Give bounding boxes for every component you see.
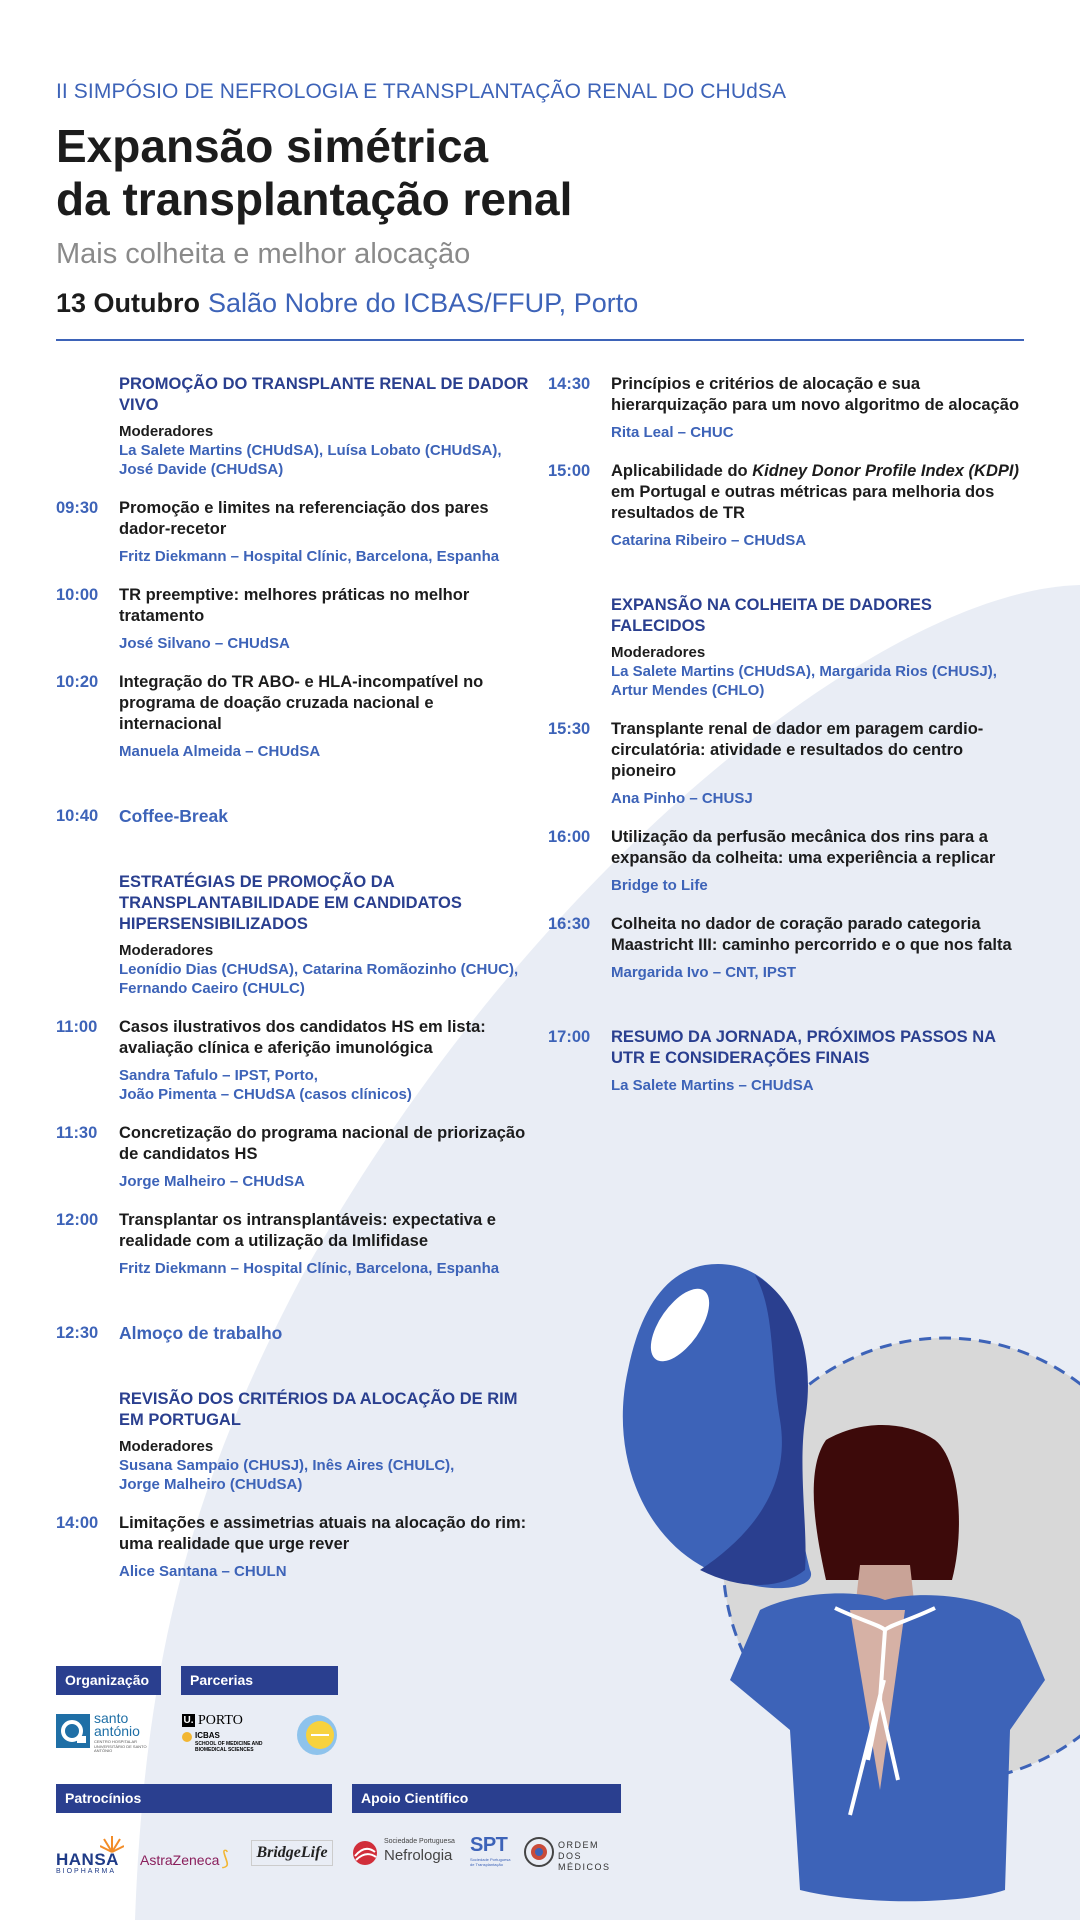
- item-time: 11:00: [56, 1018, 98, 1036]
- item-speaker: Alice Santana – CHULN: [119, 1563, 287, 1580]
- item-time: 14:00: [56, 1514, 99, 1532]
- item-title: Colheita no dador de coração parado categoria Maastricht III: caminho percorrido e o que nos falta: [611, 915, 1012, 954]
- ordem-medicos-crest-icon: [524, 1836, 554, 1868]
- session-header: [548, 595, 1024, 700]
- program-item: [548, 719, 1024, 808]
- session-header: [56, 374, 536, 479]
- item-speaker: [119, 1066, 536, 1104]
- logo-text: ICBAS: [195, 1731, 220, 1740]
- logo-subtext: Sociedade Portuguesa: [384, 1838, 455, 1845]
- item-speaker: José Silvano – CHUdSA: [119, 635, 290, 652]
- moderators-label: Moderadores: [119, 1438, 214, 1455]
- program-left-column: [56, 374, 536, 1581]
- item-speaker: Margarida Ivo – CNT, IPST: [611, 964, 797, 981]
- item-time: 15:30: [548, 720, 591, 738]
- item-time: 16:30: [548, 915, 591, 933]
- astrazeneca-logo: [140, 1846, 229, 1871]
- icbas-icon: [182, 1732, 192, 1742]
- scientific-support-label: Apoio Científico: [352, 1784, 621, 1813]
- moderators-names: Leonídio Dias (CHUdSA), Catarina Romãozinho (CHUC), Fernando Caeiro (CHULC): [119, 961, 519, 997]
- item-speaker: Ana Pinho – CHUSJ: [611, 790, 753, 807]
- session-title: ESTRATÉGIAS DE PROMOÇÃO DA TRANSPLANTABILIDADE EM CANDIDATOS HIPERSENSIBILIZADOS: [119, 873, 462, 933]
- symposium-title: II SIMPÓSIO DE NEFROLOGIA E TRANSPLANTAÇÃO RENAL DO CHUdSA: [56, 80, 787, 103]
- item-time: 10:00: [56, 586, 99, 604]
- program-item: [548, 374, 1024, 442]
- item-title: Princípios e critérios de alocação e sua hierarquização para um novo algoritmo de alocação: [611, 375, 1020, 414]
- logo-subtext: Sociedade Portuguesa de Transplantação: [470, 1857, 511, 1867]
- moderators-names: La Salete Martins (CHUdSA), Luísa Lobato (CHUdSA), José Davide (CHUdSA): [119, 442, 502, 478]
- session-header: [56, 872, 536, 998]
- item-title-part: Aplicabilidade do: [611, 462, 753, 480]
- moderators-line: Jorge Malheiro (CHUdSA): [119, 1476, 303, 1493]
- program-right-column: [548, 374, 1024, 1095]
- logo-text: SPT: [470, 1834, 508, 1856]
- item-time: 14:30: [548, 375, 591, 393]
- item-time: 12:00: [56, 1211, 99, 1229]
- spn-icon: [352, 1840, 378, 1866]
- item-title: TR preemptive: melhores práticas no melhor tratamento: [119, 586, 470, 625]
- item-title: Concretização do programa nacional de priorização de candidatos HS: [119, 1124, 526, 1163]
- item-speaker: Fritz Diekmann – Hospital Clínic, Barcelona, Espanha: [119, 1260, 500, 1277]
- speaker-line: João Pimenta – CHUdSA (casos clínicos): [119, 1086, 412, 1103]
- title-line-2: da transplantação renal: [56, 173, 573, 225]
- logo-subtext: BIOPHARMA: [56, 1868, 117, 1875]
- item-time: 17:00: [548, 1028, 591, 1046]
- program-item: [56, 498, 536, 566]
- session-title: PROMOÇÃO DO TRANSPLANTE RENAL DE DADOR VIVO: [119, 375, 529, 414]
- break-item: [56, 806, 536, 827]
- moderators-line: Susana Sampaio (CHUSJ), Inês Aires (CHULC),: [119, 1457, 455, 1474]
- moderators-label: Moderadores: [611, 644, 706, 661]
- logo-subtext: CENTRO HOSPITALAR UNIVERSITÁRIO DE SANTO ANTÓNIO: [94, 1739, 147, 1753]
- session-title: RESUMO DA JORNADA, PRÓXIMOS PASSOS NA UTR E CONSIDERAÇÕES FINAIS: [611, 1028, 996, 1067]
- item-speaker: Bridge to Life: [611, 877, 708, 894]
- item-time: 16:00: [548, 828, 591, 846]
- page-title: [56, 120, 572, 226]
- item-title: Limitações e assimetrias atuais na alocação do rim: uma realidade que urge rever: [119, 1514, 527, 1553]
- spn-logo: [352, 1838, 462, 1870]
- moderators-label: Moderadores: [119, 942, 214, 959]
- date-venue-line: [56, 288, 638, 319]
- speaker-line: Sandra Tafulo – IPST, Porto,: [119, 1067, 318, 1084]
- program-item: [56, 1513, 536, 1581]
- event-date: 13 Outubro: [56, 288, 201, 318]
- item-speaker: La Salete Martins – CHUdSA: [611, 1077, 814, 1094]
- logo-text: antónio: [94, 1723, 140, 1739]
- header-divider: [56, 339, 1024, 341]
- partner-round-logo: [296, 1714, 338, 1756]
- item-title: Transplante renal de dador em paragem cardio-circulatória: atividade e resultados do centro pioneiro: [611, 720, 984, 780]
- item-title-part: em Portugal e outras métricas para melhoria dos resultados de TR: [611, 483, 995, 522]
- item-time: 10:40: [56, 807, 99, 825]
- partners-label: Parcerias: [181, 1666, 338, 1695]
- item-speaker: Fritz Diekmann – Hospital Clínic, Barcelona, Espanha: [119, 548, 500, 565]
- uporto-icbas-logo: [182, 1714, 282, 1756]
- item-time: 10:20: [56, 673, 99, 691]
- program-item: [56, 1123, 536, 1191]
- organization-label: Organização: [56, 1666, 161, 1695]
- santo-antonio-logo: [56, 1710, 164, 1753]
- astrazeneca-icon: ⟆: [221, 1848, 230, 1870]
- logo-subtext: SCHOOL OF MEDICINE AND BIOMEDICAL SCIENCES: [195, 1741, 263, 1753]
- subtitle: Mais colheita e melhor alocação: [56, 238, 471, 270]
- logo-text: santo: [94, 1710, 129, 1726]
- uporto-icon: U.: [183, 1715, 194, 1726]
- item-title: Utilização da perfusão mecânica dos rins para a expansão da colheita: uma experiência a replicar: [611, 828, 996, 867]
- item-speaker: Manuela Almeida – CHUdSA: [119, 743, 321, 760]
- item-title: [611, 461, 1024, 524]
- logo-text: Nefrologia: [384, 1847, 453, 1864]
- item-speaker: Jorge Malheiro – CHUdSA: [119, 1173, 305, 1190]
- program-item: [56, 585, 536, 653]
- item-time: 12:30: [56, 1324, 99, 1342]
- spt-logo: [470, 1834, 514, 1874]
- program-item: [56, 1210, 536, 1278]
- item-title: Transplantar os intransplantáveis: expectativa e realidade com a utilização da Imlifidase: [119, 1211, 496, 1250]
- item-speaker: Rita Leal – CHUC: [611, 424, 734, 441]
- sponsors-label: Patrocínios: [56, 1784, 332, 1813]
- logo-text: PORTO: [198, 1713, 243, 1728]
- break-label: Almoço de trabalho: [119, 1323, 283, 1343]
- session-header: [56, 1389, 536, 1494]
- item-speaker: Catarina Ribeiro – CHUdSA: [611, 532, 807, 549]
- program-item: [56, 672, 536, 761]
- program-item: [56, 1017, 536, 1104]
- logo-text: ORDEM DOS: [558, 1840, 599, 1861]
- break-label: Coffee-Break: [119, 806, 228, 826]
- session-title: EXPANSÃO NA COLHEITA DE DADORES FALECIDOS: [611, 596, 932, 635]
- logo-text: MÉDICOS: [558, 1862, 611, 1872]
- moderators-names: La Salete Martins (CHUdSA), Margarida Rios (CHUSJ), Artur Mendes (CHLO): [611, 663, 997, 699]
- item-time: 09:30: [56, 499, 99, 517]
- program-item: [548, 914, 1024, 982]
- item-title: Integração do TR ABO- e HLA-incompatível no programa de doação cruzada nacional e internacional: [119, 673, 484, 733]
- moderators-label: Moderadores: [119, 423, 214, 440]
- item-time: 11:30: [56, 1124, 98, 1142]
- ordem-medicos-logo: [524, 1836, 620, 1870]
- item-title-emphasis: Kidney Donor Profile Index (KDPI): [752, 462, 1019, 480]
- santo-antonio-icon: [56, 1714, 90, 1748]
- session-title: REVISÃO DOS CRITÉRIOS DA ALOCAÇÃO DE RIM EM PORTUGAL: [119, 1390, 518, 1429]
- bridgelife-logo: BridgeLife: [251, 1840, 333, 1866]
- session-header: [548, 1027, 1024, 1095]
- item-title: Casos ilustrativos dos candidatos HS em lista: avaliação clínica e aferição imunológica: [119, 1018, 486, 1057]
- event-venue: Salão Nobre do ICBAS/FFUP, Porto: [208, 288, 639, 318]
- item-title: Promoção e limites na referenciação dos pares dador-recetor: [119, 499, 489, 538]
- title-line-1: Expansão simétrica: [56, 120, 489, 172]
- hansa-logo: [56, 1834, 128, 1874]
- break-item: [56, 1323, 536, 1344]
- item-time: 15:00: [548, 462, 591, 480]
- moderators-names: [119, 1456, 536, 1494]
- program-item: [548, 827, 1024, 895]
- logo-text: HANSA: [56, 1850, 119, 1869]
- program-item: [548, 461, 1024, 550]
- logo-text: AstraZeneca: [140, 1852, 220, 1868]
